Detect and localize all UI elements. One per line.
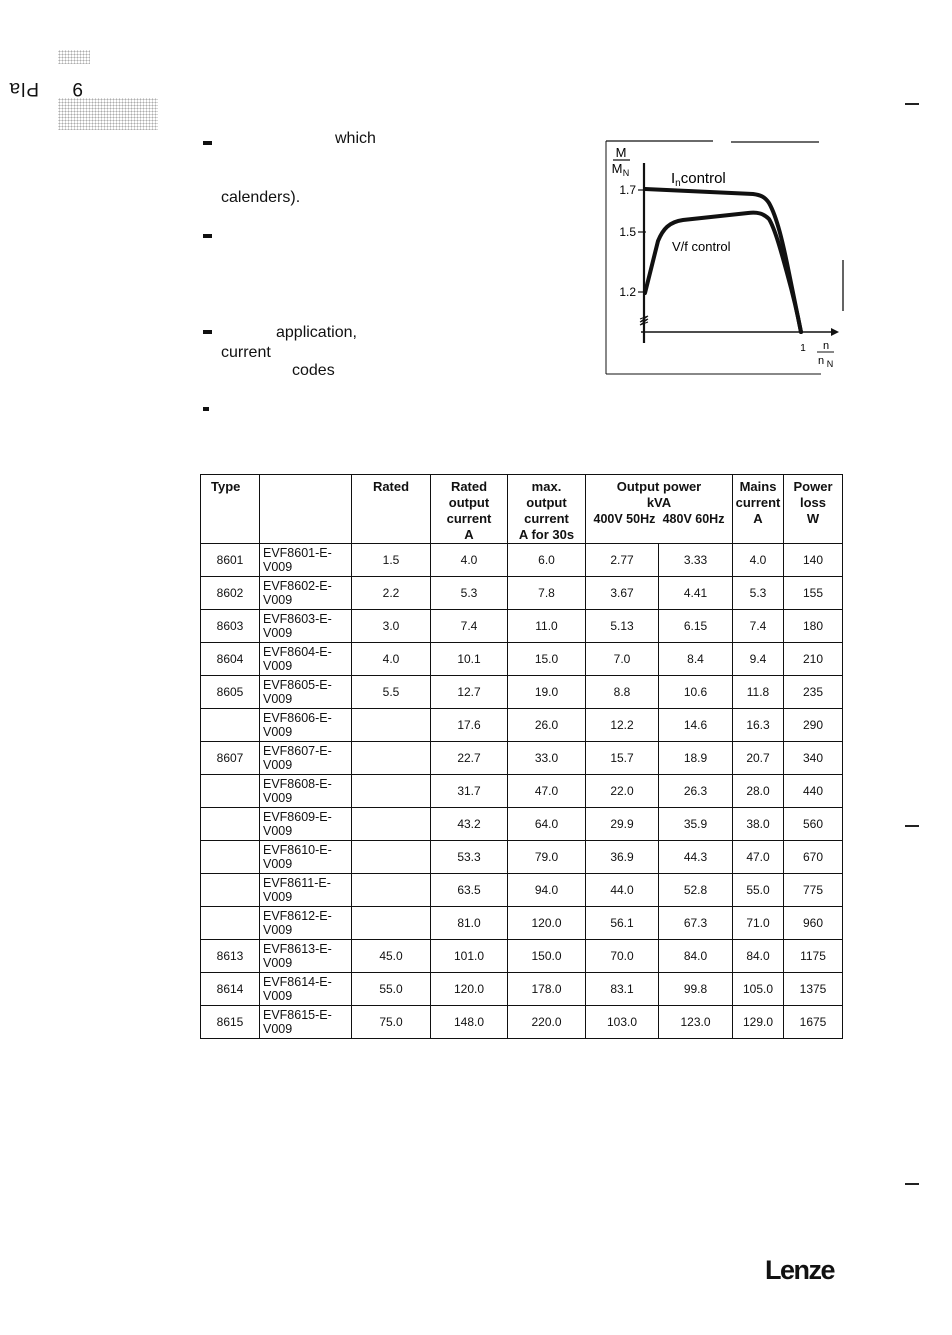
cell-output-power-480v: 3.33 (659, 544, 733, 577)
header-line: Output power (616, 479, 702, 494)
cell-rated (352, 907, 431, 940)
cell-mains-current: 47.0 (733, 841, 784, 874)
cell-output-power-480v: 123.0 (659, 1006, 733, 1039)
text-fragment: application, (276, 324, 357, 341)
header-line: output (448, 495, 490, 510)
header-line: loss (799, 495, 826, 510)
cell-output-power-480v: 6.15 (659, 610, 733, 643)
cell-rated: 5.5 (352, 676, 431, 709)
cell-max-output-current: 150.0 (508, 940, 586, 973)
cell-order-code: EVF8608-E-V009 (260, 775, 352, 808)
cell-rated (352, 709, 431, 742)
cell-max-output-current: 94.0 (508, 874, 586, 907)
torque-speed-graph (603, 133, 834, 379)
text-fragment: which (335, 130, 376, 147)
header-rated-output-current (431, 475, 508, 544)
cell-max-output-current: 220.0 (508, 1006, 586, 1039)
cell-power-loss: 1175 (784, 940, 843, 973)
cell-output-power-400v: 22.0 (586, 775, 659, 808)
table-row (201, 577, 843, 610)
cell-mains-current: 71.0 (733, 907, 784, 940)
in-control-curve (645, 189, 801, 332)
cell-power-loss: 140 (784, 544, 843, 577)
cell-output-power-400v: 15.7 (586, 742, 659, 775)
cell-order-code: EVF8602-E-V009 (260, 577, 352, 610)
cell-rated-output-current: 120.0 (431, 973, 508, 1006)
cell-output-power-480v: 4.41 (659, 577, 733, 610)
cell-rated (352, 742, 431, 775)
cell-mains-current: 84.0 (733, 940, 784, 973)
cell-mains-current: 38.0 (733, 808, 784, 841)
cell-max-output-current: 7.8 (508, 577, 586, 610)
header-line: current (735, 495, 781, 510)
cell-output-power-400v: 83.1 (586, 973, 659, 1006)
cell-output-power-400v: 56.1 (586, 907, 659, 940)
cell-output-power-480v: 67.3 (659, 907, 733, 940)
cell-output-power-480v: 44.3 (659, 841, 733, 874)
cell-output-power-400v: 103.0 (586, 1006, 659, 1039)
cell-rated (352, 841, 431, 874)
table-row (201, 742, 843, 775)
cell-order-code: EVF8610-E-V009 (260, 841, 352, 874)
cell-rated-output-current: 148.0 (431, 1006, 508, 1039)
halftone-patch (58, 50, 90, 64)
cell-type: 8604 (201, 643, 260, 676)
cell-rated (352, 874, 431, 907)
in-control-label: $I_ncontrol$ (671, 170, 726, 189)
cell-max-output-current: 178.0 (508, 973, 586, 1006)
x-tick-label: 1 (800, 343, 806, 354)
margin-mark (905, 103, 919, 105)
cell-max-output-current: 19.0 (508, 676, 586, 709)
cell-mains-current: 129.0 (733, 1006, 784, 1039)
cell-power-loss: 1375 (784, 973, 843, 1006)
cell-output-power-480v: 14.6 (659, 709, 733, 742)
cell-order-code: EVF8604-E-V009 (260, 643, 352, 676)
x-axis-label-sub: N (826, 359, 834, 369)
header-line: Power (793, 479, 833, 494)
header-line: W (806, 511, 820, 526)
side-page-ref: 9 (71, 77, 83, 99)
cell-order-code: EVF8607-E-V009 (260, 742, 352, 775)
halftone-patch-large (58, 98, 158, 130)
cell-power-loss: 340 (784, 742, 843, 775)
header-line: Rated (450, 479, 488, 494)
cell-rated-output-current: 7.4 (431, 610, 508, 643)
cell-power-loss: 670 (784, 841, 843, 874)
header-output-power (586, 475, 733, 544)
cell-rated-output-current: 4.0 (431, 544, 508, 577)
margin-mark (905, 825, 919, 827)
cell-rated (352, 775, 431, 808)
cell-rated: 2.2 (352, 577, 431, 610)
cell-rated: 45.0 (352, 940, 431, 973)
header-line: Mains (739, 479, 777, 494)
cell-rated-output-current: 81.0 (431, 907, 508, 940)
table-row (201, 709, 843, 742)
y-axis-label-top: M (615, 145, 627, 160)
cell-rated: 55.0 (352, 973, 431, 1006)
cell-order-code: EVF8614-E-V009 (260, 973, 352, 1006)
y-tick-label: 1.7 (619, 183, 636, 197)
cell-max-output-current: 6.0 (508, 544, 586, 577)
table-row (201, 940, 843, 973)
cell-order-code: EVF8605-E-V009 (260, 676, 352, 709)
cell-output-power-480v: 84.0 (659, 940, 733, 973)
cell-output-power-400v: 8.8 (586, 676, 659, 709)
cell-rated-output-current: 12.7 (431, 676, 508, 709)
text-fragment: calenders). (221, 189, 301, 206)
cell-type: 8607 (201, 742, 260, 775)
cell-type: 8601 (201, 544, 260, 577)
cell-output-power-400v: 2.77 (586, 544, 659, 577)
y-tick-label: 1.5 (619, 225, 636, 239)
vf-control-label: V/f control (672, 239, 731, 254)
cell-rated-output-current: 10.1 (431, 643, 508, 676)
table-header-row (201, 475, 843, 544)
cell-power-loss: 235 (784, 676, 843, 709)
text-fragment: current (221, 344, 271, 361)
cell-power-loss: 775 (784, 874, 843, 907)
cell-type: 8614 (201, 973, 260, 1006)
bullet-dash (203, 407, 209, 411)
cell-power-loss: 440 (784, 775, 843, 808)
cell-order-code: EVF8612-E-V009 (260, 907, 352, 940)
cell-rated-output-current: 22.7 (431, 742, 508, 775)
cell-output-power-400v: 29.9 (586, 808, 659, 841)
cell-mains-current: 7.4 (733, 610, 784, 643)
cell-mains-current: 28.0 (733, 775, 784, 808)
cell-output-power-480v: 8.4 (659, 643, 733, 676)
cell-type: 8615 (201, 1006, 260, 1039)
text-fragment: codes (292, 362, 335, 379)
header-line: kVA (646, 495, 672, 510)
cell-rated: 1.5 (352, 544, 431, 577)
cell-type (201, 874, 260, 907)
cell-type (201, 709, 260, 742)
cell-rated: 4.0 (352, 643, 431, 676)
table-row (201, 808, 843, 841)
header-line (586, 511, 732, 527)
cell-mains-current: 11.8 (733, 676, 784, 709)
cell-mains-current: 20.7 (733, 742, 784, 775)
cell-order-code: EVF8615-E-V009 (260, 1006, 352, 1039)
cell-type: 8602 (201, 577, 260, 610)
header-power-loss (784, 475, 843, 544)
cell-type (201, 775, 260, 808)
cell-order-code: EVF8601-E-V009 (260, 544, 352, 577)
margin-mark (905, 1183, 919, 1185)
table-row (201, 973, 843, 1006)
header-line: output (526, 495, 567, 510)
cell-rated-output-current: 63.5 (431, 874, 508, 907)
cell-mains-current: 9.4 (733, 643, 784, 676)
side-tab-label (8, 40, 83, 135)
cell-output-power-480v: 10.6 (659, 676, 733, 709)
cell-order-code: EVF8613-E-V009 (260, 940, 352, 973)
cell-order-code: EVF8611-E-V009 (260, 874, 352, 907)
header-type: Type (201, 475, 260, 544)
cell-output-power-400v: 12.2 (586, 709, 659, 742)
header-op-480: 480V 60Hz (662, 512, 725, 526)
bullet-dash (203, 330, 212, 334)
cell-output-power-400v: 44.0 (586, 874, 659, 907)
cell-rated-output-current: 53.3 (431, 841, 508, 874)
cell-type (201, 808, 260, 841)
header-rated: Rated (352, 475, 431, 544)
cell-output-power-480v: 18.9 (659, 742, 733, 775)
cell-power-loss: 560 (784, 808, 843, 841)
header-line: current (524, 511, 569, 526)
cell-type (201, 907, 260, 940)
cell-output-power-400v: 3.67 (586, 577, 659, 610)
cell-output-power-480v: 99.8 (659, 973, 733, 1006)
cell-type: 8605 (201, 676, 260, 709)
cell-order-code: EVF8609-E-V009 (260, 808, 352, 841)
x-axis-arrow (831, 328, 839, 336)
cell-mains-current: 16.3 (733, 709, 784, 742)
y-axis-label-sub: N (622, 168, 630, 178)
cell-max-output-current: 15.0 (508, 643, 586, 676)
cell-output-power-400v: 36.9 (586, 841, 659, 874)
cell-mains-current: 4.0 (733, 544, 784, 577)
cell-power-loss: 960 (784, 907, 843, 940)
cell-output-power-400v: 5.13 (586, 610, 659, 643)
table-row (201, 907, 843, 940)
header-line: A for 30s (518, 527, 575, 542)
bullet-dash (203, 234, 212, 238)
header-line: max. (531, 479, 562, 494)
header-line: A (464, 527, 474, 542)
cell-max-output-current: 33.0 (508, 742, 586, 775)
header-line: current (446, 511, 492, 526)
cell-max-output-current: 47.0 (508, 775, 586, 808)
cell-power-loss: 155 (784, 577, 843, 610)
side-tab-text: Pla (8, 77, 39, 99)
y-tick-label: 1.2 (619, 285, 636, 299)
table-row (201, 775, 843, 808)
cell-max-output-current: 64.0 (508, 808, 586, 841)
table-row (201, 544, 843, 577)
y-axis-label-bottom: M (611, 161, 623, 176)
cell-mains-current: 55.0 (733, 874, 784, 907)
cell-max-output-current: 26.0 (508, 709, 586, 742)
data-table (200, 474, 843, 1039)
cell-type: 8603 (201, 610, 260, 643)
brand-logo: Lenze (765, 1255, 835, 1285)
cell-rated-output-current: 5.3 (431, 577, 508, 610)
table-row (201, 874, 843, 907)
axis-break-mark (640, 316, 648, 325)
cell-power-loss: 180 (784, 610, 843, 643)
cell-rated-output-current: 17.6 (431, 709, 508, 742)
cell-max-output-current: 120.0 (508, 907, 586, 940)
cell-output-power-400v: 70.0 (586, 940, 659, 973)
cell-order-code: EVF8603-E-V009 (260, 610, 352, 643)
cell-max-output-current: 79.0 (508, 841, 586, 874)
cell-order-code: EVF8606-E-V009 (260, 709, 352, 742)
cell-type (201, 841, 260, 874)
header-order-code (260, 475, 352, 544)
table-row (201, 643, 843, 676)
header-max-output-current (508, 475, 586, 544)
cell-power-loss: 210 (784, 643, 843, 676)
header-mains-current (733, 475, 784, 544)
cell-rated: 75.0 (352, 1006, 431, 1039)
table-row (201, 610, 843, 643)
cell-power-loss: 1675 (784, 1006, 843, 1039)
header-op-400: 400V 50Hz (593, 512, 656, 526)
cell-power-loss: 290 (784, 709, 843, 742)
x-axis-label-top: n (822, 340, 830, 352)
cell-output-power-480v: 26.3 (659, 775, 733, 808)
cell-output-power-480v: 35.9 (659, 808, 733, 841)
table-row (201, 1006, 843, 1039)
header-line: A (753, 511, 763, 526)
cell-rated: 3.0 (352, 610, 431, 643)
cell-mains-current: 105.0 (733, 973, 784, 1006)
cell-type: 8613 (201, 940, 260, 973)
cell-max-output-current: 11.0 (508, 610, 586, 643)
bullet-dash (203, 141, 212, 145)
cell-rated (352, 808, 431, 841)
cell-rated-output-current: 31.7 (431, 775, 508, 808)
cell-output-power-480v: 52.8 (659, 874, 733, 907)
cell-output-power-400v: 7.0 (586, 643, 659, 676)
cell-rated-output-current: 101.0 (431, 940, 508, 973)
cell-mains-current: 5.3 (733, 577, 784, 610)
cell-rated-output-current: 43.2 (431, 808, 508, 841)
table-row (201, 676, 843, 709)
x-axis-label-bottom: n (817, 355, 825, 367)
table-row (201, 841, 843, 874)
